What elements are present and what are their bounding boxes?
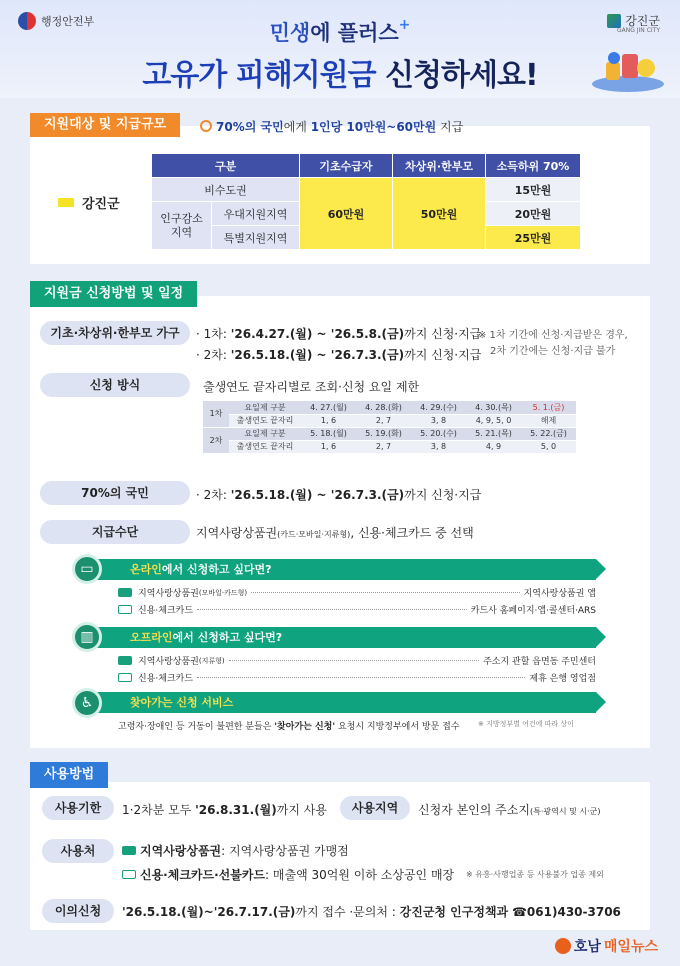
cell-special-amount: 25만원 — [486, 226, 581, 250]
monitor-icon: ▭ — [72, 554, 102, 584]
online-row-2-value: 카드사 홈페이지·앱·콜센터·ARS — [470, 606, 596, 616]
place-1-t: : 지역사랑상품권 가맹점 — [221, 844, 349, 858]
cell-priority-amount: 20만원 — [486, 202, 581, 226]
r2-year-4: 5, 0 — [521, 440, 576, 453]
card-icon — [118, 673, 132, 682]
voucher-icon — [118, 588, 132, 597]
th-category: 구분 — [152, 154, 300, 178]
voucher-icon — [122, 846, 136, 855]
visit-pre: 고령자·장애인 등 거동이 불편한 분들은 — [118, 722, 275, 732]
visit-text — [118, 719, 460, 732]
round2-label: 2차 — [203, 427, 229, 453]
online-row-1-sub: (모바일·카드형) — [198, 588, 248, 597]
title-highlight: 고유가 피해지원금 — [142, 58, 376, 93]
period-date: '26.8.31.(월) — [195, 803, 277, 817]
scope-note — [200, 118, 463, 135]
row-special: 특별지원지역 — [212, 226, 300, 250]
area-text — [418, 801, 600, 818]
offline-banner — [88, 627, 596, 648]
period-label: 사용기한 — [42, 796, 114, 820]
method-label: 신청 방식 — [40, 373, 190, 397]
money-hand-illustration — [588, 44, 666, 92]
period-text — [122, 801, 327, 818]
scope-note-b2: 1인당 10만원~60만원 — [310, 120, 437, 134]
visit-note: ※ 지방정부별 여건에 따라 상이 — [478, 720, 574, 728]
round2-year-header: 출생연도 끝자리 — [229, 440, 301, 453]
offline-rest: 에서 신청하고 싶다면? — [172, 631, 283, 644]
row-nonmetro: 비수도권 — [152, 178, 300, 202]
visit-person-icon: ♿ — [72, 688, 102, 718]
online-row-2-label: 신용·체크카드 — [138, 606, 194, 616]
period-pre: 1·2차분 모두 — [122, 803, 196, 817]
check-circle-icon — [200, 120, 212, 132]
visit-post: 요청시 지방정부에서 방문 접수 — [335, 722, 460, 732]
offline-row-1-value: 주소지 관할 읍면동 주민센터 — [483, 657, 596, 667]
r1-day-3: 4. 30.(목) — [466, 401, 521, 414]
subtitle-strong: 민생 — [269, 21, 311, 45]
period1 — [196, 325, 481, 342]
brand-mark-icon — [555, 938, 571, 954]
period1-post: 까지 신청·지급 — [404, 327, 482, 341]
leader-dots — [229, 660, 479, 661]
r2-day-2: 5. 20.(수) — [411, 427, 466, 440]
online-highlight: 온라인 — [130, 563, 162, 576]
pct-period — [196, 486, 481, 503]
pay-b: , 신용·체크카드 중 선택 — [350, 526, 474, 540]
period-note-1: ※ 1차 기간에 신청·지급받은 경우, — [478, 330, 628, 341]
visit-b: '찾아가는 신청' — [274, 722, 336, 732]
pct-dates: '26.5.18.(월) ~ '26.7.3.(금) — [230, 488, 405, 502]
period2-pre: · 2차: — [196, 348, 231, 362]
period-post: 까지 사용 — [276, 803, 327, 817]
building-icon: ▥ — [72, 622, 102, 652]
area-sub: (특·광역시 및 시·군) — [529, 807, 601, 816]
section-method-tab: 지원금 신청방법 및 일정 — [30, 281, 197, 307]
r1-year-3: 4, 9, 5, 0 — [466, 414, 521, 427]
cell-nonmetro-amount: 15만원 — [486, 178, 581, 202]
period-note-2: 2차 기간에는 신청·지급 불가 — [490, 346, 616, 357]
place-note: ※ 유흥·사행업종 등 사용불가 업종 제외 — [466, 870, 604, 879]
offline-row-2-label: 신용·체크카드 — [138, 674, 194, 684]
cell-basic-amount: 60만원 — [300, 178, 393, 250]
pct-pre: · 2차: — [196, 488, 231, 502]
target-label: 기초·차상위·한부모 가구 — [40, 321, 190, 345]
appeal-label: 이의신청 — [42, 899, 114, 923]
online-row-1 — [118, 586, 596, 599]
scope-note-b1: 70%의 국민 — [216, 120, 284, 134]
r1-day-1: 4. 28.(화) — [356, 401, 411, 414]
round1-year-header: 출생연도 끝자리 — [229, 414, 301, 427]
period2-post: 까지 신청·지급 — [404, 348, 482, 362]
r2-year-1: 2, 7 — [356, 440, 411, 453]
county-name-en: GANG JIN CITY — [616, 27, 660, 34]
th-near-poor: 차상위·한부모 — [393, 154, 486, 178]
appeal-tel: ☎061)430-3706 — [511, 905, 621, 919]
r2-year-3: 4, 9 — [466, 440, 521, 453]
period1-pre: · 1차: — [196, 327, 231, 341]
appeal-text — [122, 903, 621, 920]
r2-day-3: 5. 21.(목) — [466, 427, 521, 440]
th-income70: 소득하위 70% — [486, 154, 581, 178]
r2-day-0: 5. 18.(월) — [301, 427, 356, 440]
period1-dates: '26.4.27.(월) ~ '26.5.8.(금) — [230, 327, 405, 341]
period2-dates: '26.5.18.(월) ~ '26.7.3.(금) — [230, 348, 405, 362]
method-text: 출생연도 끝자리별로 조회·신청 요일 제한 — [203, 380, 420, 394]
scope-note-end: 지급 — [436, 120, 464, 134]
leader-dots — [251, 592, 519, 593]
page-subtitle — [0, 17, 680, 47]
legend-swatch — [58, 198, 74, 207]
section-usage-tab: 사용방법 — [30, 762, 108, 788]
place-2-b: 신용·체크카드·선불카드 — [140, 868, 266, 882]
r1-day-4: 5. 1.(금) — [521, 401, 576, 414]
subtitle-plus: + — [398, 17, 411, 33]
r1-day-2: 4. 29.(수) — [411, 401, 466, 414]
card-icon — [122, 870, 136, 879]
row-priority: 우대지원지역 — [212, 202, 300, 226]
appeal-org: 강진군청 인구정책과 — [399, 905, 509, 919]
ministry-name: 행정안전부 — [41, 15, 95, 28]
online-row-2 — [118, 603, 596, 616]
pct-label: 70%의 국민 — [40, 481, 190, 505]
visit-highlight: 찾아가는 신청 서비스 — [130, 696, 234, 709]
round1-label: 1차 — [203, 401, 229, 427]
r1-year-4: 해제 — [521, 414, 576, 427]
leader-dots — [197, 609, 467, 610]
scope-note-mid: 에게 — [283, 120, 311, 134]
brand-a: 호남 — [573, 939, 601, 955]
r2-day-1: 5. 19.(화) — [356, 427, 411, 440]
leader-dots — [197, 677, 525, 678]
subtitle-rest: 에 플러스 — [310, 21, 399, 45]
pay-a: 지역사랑상품권 — [196, 526, 278, 540]
place-label: 사용처 — [42, 839, 114, 863]
r1-day-0: 4. 27.(월) — [301, 401, 356, 414]
offline-row-1-label: 지역사랑상품권 — [138, 657, 199, 667]
appeal-dates: '26.5.18.(월)~'26.7.17.(금) — [122, 905, 296, 919]
place-row-2 — [122, 866, 454, 883]
period2 — [196, 346, 481, 363]
offline-row-1 — [118, 654, 596, 667]
r2-year-0: 1, 6 — [301, 440, 356, 453]
offline-row-1-sub: (지류형) — [198, 656, 225, 665]
legend — [58, 193, 120, 212]
section-scope-tab: 지원대상 및 지급규모 — [30, 113, 180, 137]
area-label: 사용지역 — [340, 796, 410, 820]
cell-near-poor-amount: 50만원 — [393, 178, 486, 250]
appeal-post: 까지 접수 ·문의처 : — [295, 905, 400, 919]
header — [0, 0, 680, 98]
brand-b: 매일뉴스 — [603, 939, 658, 955]
card-icon — [118, 605, 132, 614]
legend-label: 강진군 — [82, 197, 120, 212]
offline-highlight: 오프라인 — [130, 631, 173, 644]
online-rest: 에서 신청하고 싶다면? — [161, 563, 272, 576]
offline-row-2-value: 제휴 은행 영업점 — [529, 674, 596, 684]
pct-post: 까지 신청·지급 — [404, 488, 482, 502]
online-banner — [88, 559, 596, 580]
r2-year-2: 3, 8 — [411, 440, 466, 453]
brand-logo — [555, 936, 658, 956]
th-basic: 기초수급자 — [300, 154, 393, 178]
pay-sub: (카드·모바일·지류형) — [277, 530, 351, 539]
page-title — [0, 50, 680, 94]
round2-day-header: 요일제 구분 — [229, 427, 301, 440]
place-row-1 — [122, 842, 349, 859]
pay-label: 지급수단 — [40, 520, 190, 544]
r1-year-1: 2, 7 — [356, 414, 411, 427]
visit-banner — [88, 692, 596, 713]
r2-day-4: 5. 22.(금) — [521, 427, 576, 440]
voucher-icon — [118, 656, 132, 665]
row-depop-group: 인구감소 지역 — [152, 202, 212, 250]
weekday-schedule-table — [203, 401, 576, 454]
area-main: 신청자 본인의 주소지 — [418, 803, 530, 817]
county-name: 강진군 — [625, 14, 660, 28]
offline-row-2 — [118, 671, 596, 684]
r1-year-0: 1, 6 — [301, 414, 356, 427]
place-1-b: 지역사랑상품권 — [140, 844, 222, 858]
pay-text — [196, 524, 474, 541]
online-row-1-label: 지역사랑상품권 — [138, 589, 199, 599]
round1-day-header: 요일제 구분 — [229, 401, 301, 414]
title-rest: 신청하세요! — [375, 58, 538, 93]
support-amount-table — [151, 153, 581, 250]
place-2-t: : 매출액 30억원 이하 소상공인 매장 — [265, 868, 455, 882]
online-row-1-value: 지역사랑상품권 앱 — [523, 589, 596, 599]
r1-year-2: 3, 8 — [411, 414, 466, 427]
